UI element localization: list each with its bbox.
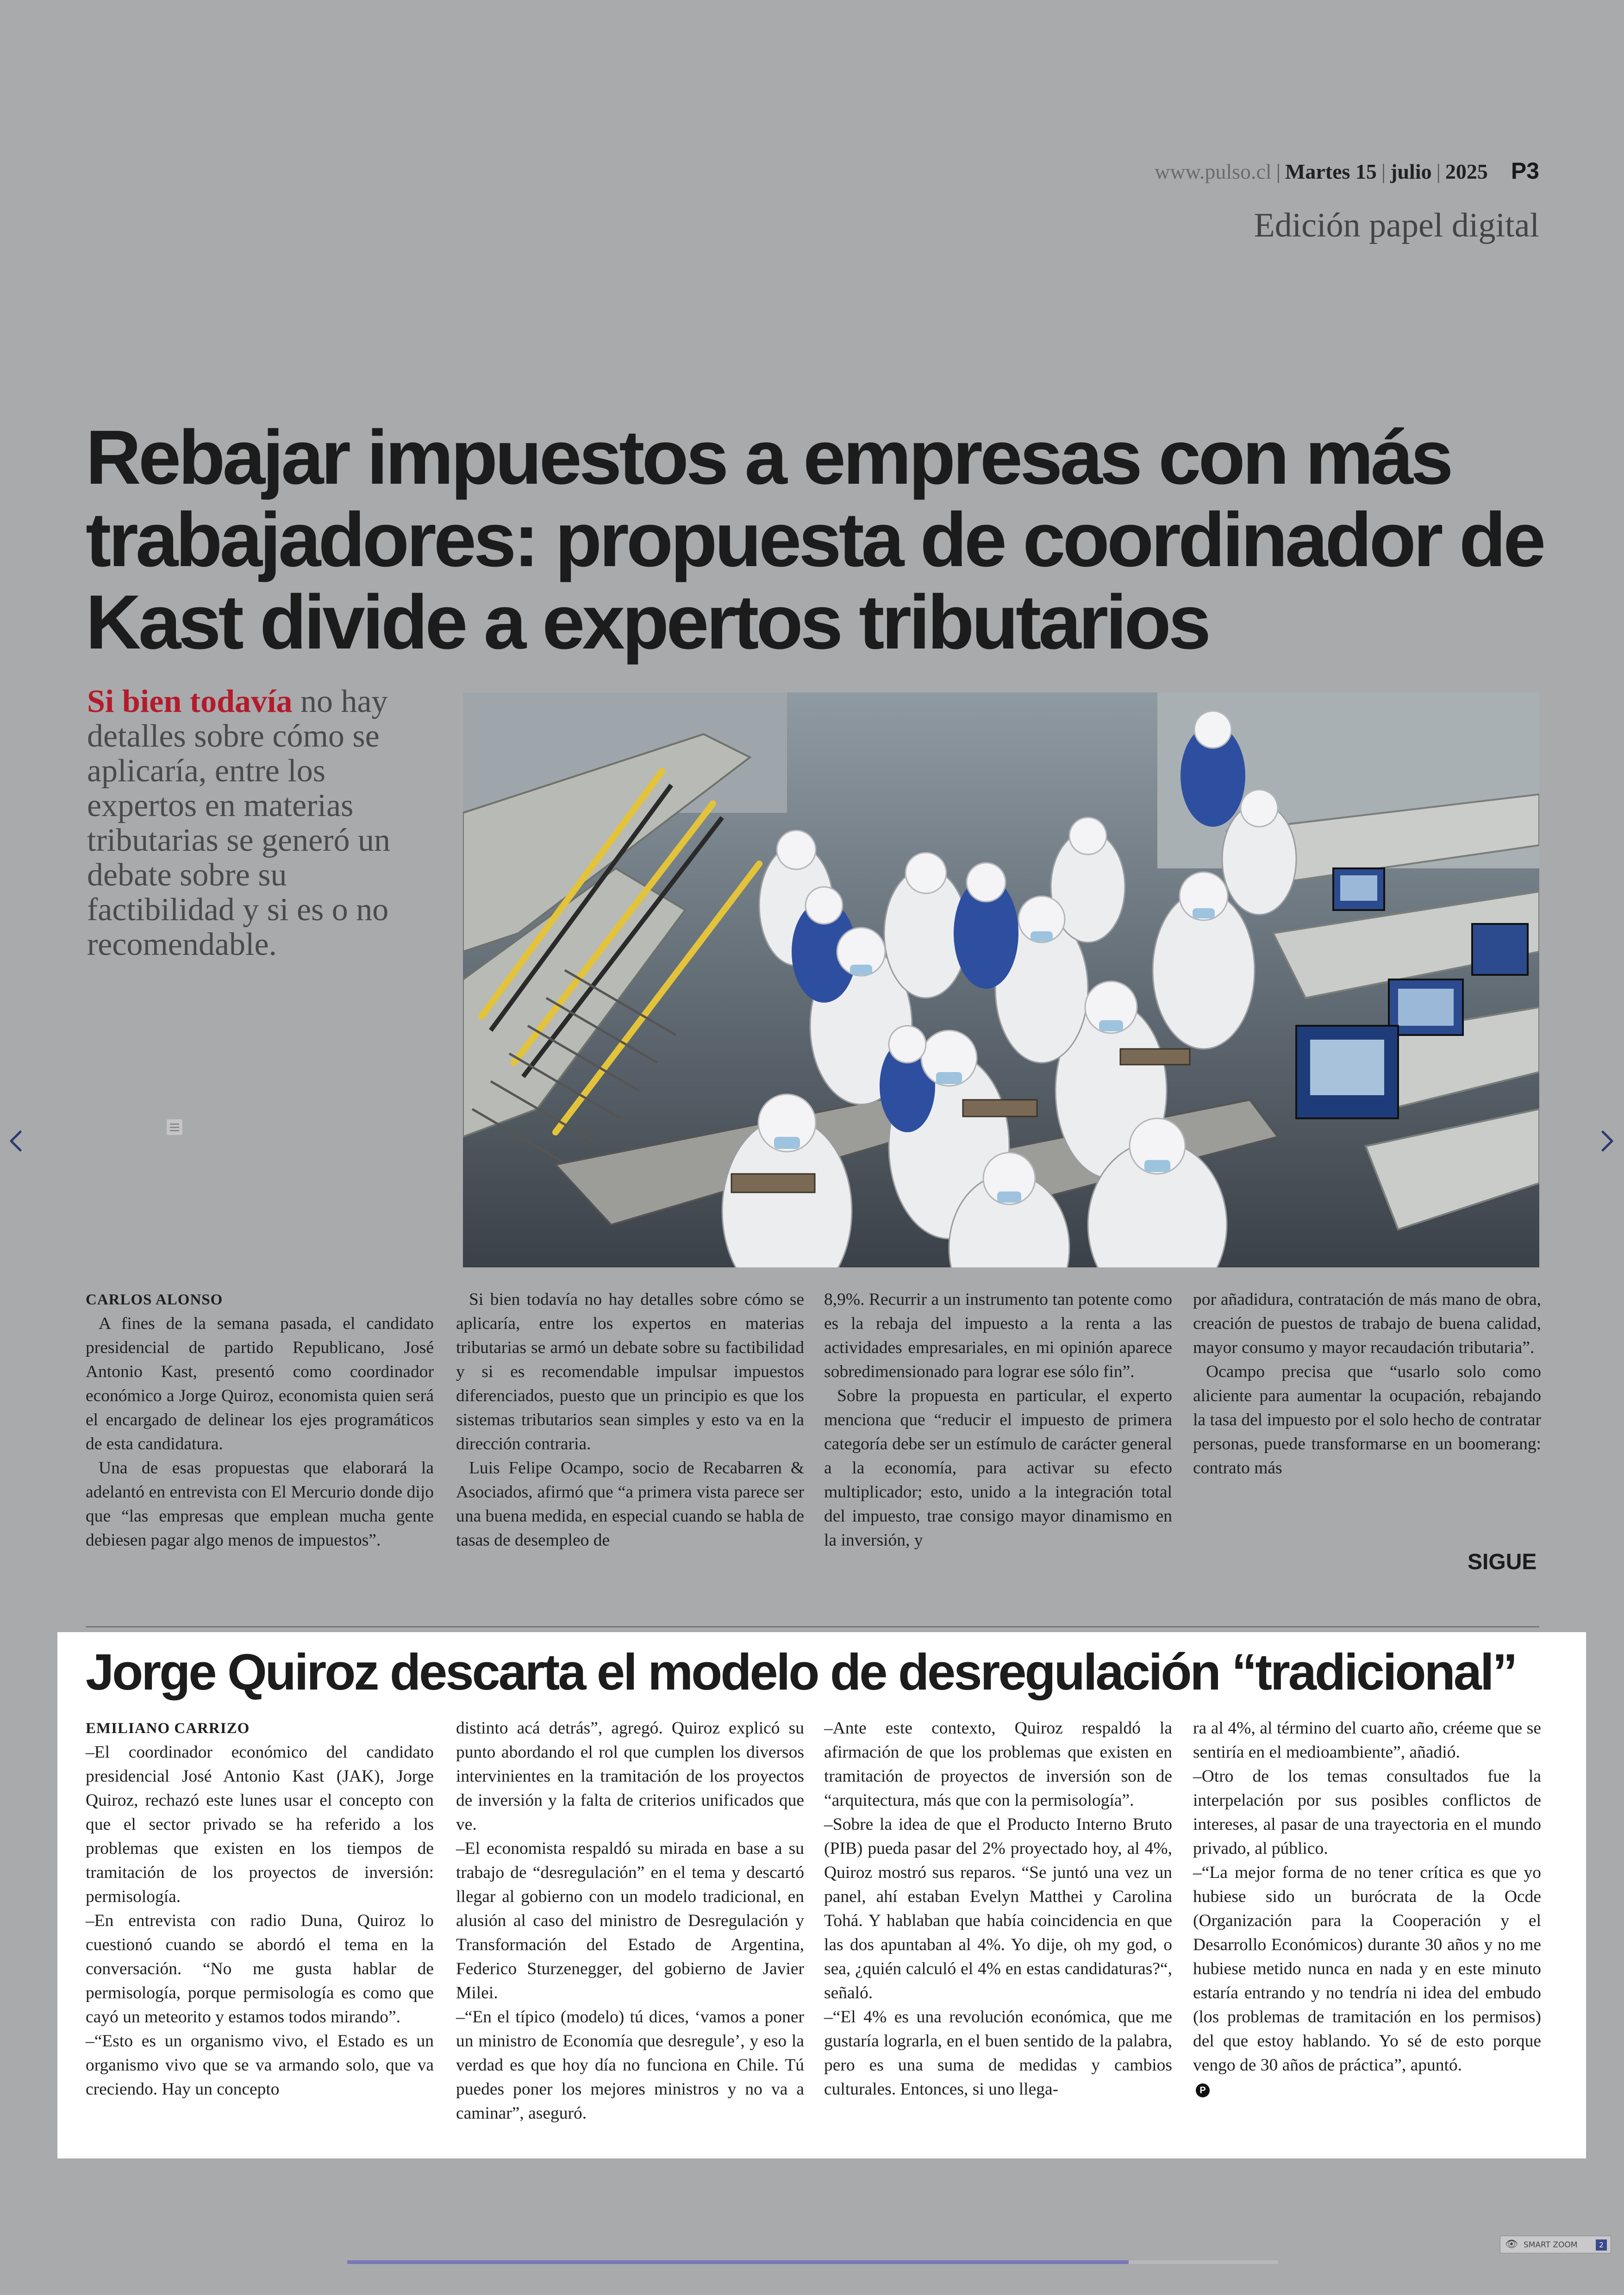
zoom-label: SMART ZOOM bbox=[1523, 2240, 1578, 2250]
eye-icon: 👁 bbox=[1505, 2239, 1518, 2250]
body-paragraph: –En entrevista con radio Duna, Quiroz lo cuestionó cuando se abordó el tema en la conversación. “No me gusta hablar de permisología, porque permisología es como que cayó un meteorito y estamos todos mirando”. bbox=[86, 1911, 434, 2027]
byline: CARLOS ALONSO bbox=[86, 1291, 223, 1308]
issue-month: julio bbox=[1390, 160, 1432, 183]
body-paragraph: –“En el típico (modelo) tú dices, ‘vamos a poner un ministro de Economía que desregule’, y eso la verdad es que hoy día no funciona en Chile. Tú puedes poner los mejores ministros y no va a caminar”, aseguró. bbox=[456, 2008, 804, 2123]
lead-text: no hay detalles sobre cómo se aplicaría, entre los expertos en materias tributarias se generó un debate sobre su factibilidad y si es o no recomendable. bbox=[87, 684, 391, 962]
note-icon[interactable] bbox=[167, 1119, 182, 1135]
body-paragraph: por añadidura, contratación de más mano de obra, creación de puestos de trabajo de buena calidad, mayor consumo y mayor recaudación tributaria”. bbox=[1193, 1290, 1541, 1357]
article-photo bbox=[463, 692, 1539, 1267]
issue-day: Martes 15 bbox=[1285, 160, 1377, 183]
end-mark-icon: P bbox=[1196, 2083, 1210, 2097]
secondary-column-4 bbox=[1193, 1716, 1541, 2102]
page-header bbox=[86, 157, 1539, 259]
body-paragraph: A fines de la semana pasada, el candidato presidencial de partido Republicano, José Antonio Kast, presentó como coordinador económico a Jorge Quiroz, economista quien será el encargado de delinear los ejes programáticos de esta candidatura. bbox=[86, 1314, 434, 1453]
secondary-column-2 bbox=[456, 1716, 804, 2126]
body-paragraph: –“La mejor forma de no tener crítica es que yo hubiese sido un burócrata de la Ocde (Organización para la Cooperación y el Desarrollo Económicos) durante 30 años y no me hubiese metido nunca en nada y en este minuto estaría entrando y no tendría ni idea del embudo (los problemas de tramitación en los permisos) del que estoy hablando. Yo sé de esto porque vengo de 30 años de práctica”, apuntó. bbox=[1193, 1863, 1541, 2075]
body-paragraph: Si bien todavía no hay detalles sobre cómo se aplicaría, entre los expertos en materias tributarias se armó un debate sobre su factibilidad y si es recomendable impulsar impuestos diferenciados, puesto que un principio es que los sistemas tributarios sean simples y esto va en la dirección contraria. bbox=[456, 1290, 804, 1453]
prev-page-button[interactable] bbox=[7, 1126, 24, 1161]
edition-label: Edición papel digital bbox=[1254, 206, 1539, 244]
body-paragraph: 8,9%. Recurrir a un instrumento tan potente como es la rebaja del impuesto a la renta a las actividades empresariales, en mi opinión aparece sobredimensionado para lograr ese sólo fin”. bbox=[824, 1290, 1172, 1381]
section-divider bbox=[86, 1626, 1539, 1628]
body-paragraph: –El coordinador económico del candidato presidencial José Antonio Kast (JAK), Jorge Quiroz, rechazó este lunes usar el concepto con que el sector privado se ha referido a los problemas que existen en los tiempos de tramitación de los proyectos de inversión: permisología. bbox=[86, 1743, 434, 1906]
site-url[interactable]: www.pulso.cl bbox=[1155, 160, 1272, 183]
body-paragraph: ra al 4%, al término del cuarto año, créeme que se sentiría en el medioambiente”, añadió. bbox=[1193, 1719, 1541, 1762]
secondary-headline: Jorge Quiroz descarta el modelo de desregulación “tradicional” bbox=[86, 1644, 1516, 1701]
continued-label[interactable]: SIGUE bbox=[1468, 1550, 1537, 1574]
article-column-2 bbox=[456, 1288, 804, 1553]
body-paragraph: Luis Felipe Ocampo, socio de Recabarren & Asociados, afirmó que “a primera vista parece ser una buena medida, en especial cuando se habla de tasas de desempleo de bbox=[456, 1459, 804, 1550]
masthead-line: www.pulso.cl | Martes 15 | julio | 2025 P3 bbox=[1155, 158, 1539, 184]
article-column-3 bbox=[824, 1288, 1172, 1553]
body-paragraph: Ocampo precisa que “usarlo solo como aliciente para aumentar la ocupación, rebajando la tasa del impuesto por el solo hecho de contratar personas, puede transformarse en un boomerang: contrato más bbox=[1193, 1362, 1541, 1478]
reading-progress-fill bbox=[347, 2260, 1129, 2264]
lead-highlight: Si bien todavía bbox=[87, 684, 293, 719]
body-paragraph: –“Esto es un organismo vivo, el Estado es un organismo vivo que se va armando solo, que va creciendo. Hay un concepto bbox=[86, 2032, 434, 2099]
article-headline: Rebajar impuestos a empresas con más trabajadores: propuesta de coordinador de Kast divide a expertos tributarios bbox=[86, 415, 1543, 665]
body-paragraph: –El economista respaldó su mirada en base a su trabajo de “desregulación” en el tema y descartó llegar al gobierno con un modelo tradicional, en alusión al caso del ministro de Desregulación y Transformación del Estado de Argentina, Federico Sturzenegger, del gobierno de Javier Milei. bbox=[456, 1839, 804, 2002]
article-column-4 bbox=[1193, 1288, 1541, 1480]
body-paragraph: –Sobre la idea de que el Producto Interno Bruto (PIB) pueda pasar del 2% proyectado hoy, al 4%, Quiroz mostró sus reparos. “Se juntó una vez un panel, ahí estaban Evelyn Matthei y Carolina Tohá. Y hablaban que había coincidencia en que las dos apuntaban al 4%. Yo dije, oh my god, o sea, ¿quién calculó el 4% en estas candidaturas?“, señaló. bbox=[824, 1815, 1172, 2002]
body-paragraph: distinto acá detrás”, agregó. Quiroz explicó su punto abordando el rol que cumplen los diversos intervinientes en la tramitación de los proyectos de inversión y la falta de criterios unificados que ve. bbox=[456, 1719, 804, 1834]
issue-year: 2025 bbox=[1445, 160, 1488, 183]
page-number: P3 bbox=[1511, 158, 1539, 184]
zoom-level-badge: 2 bbox=[1596, 2239, 1607, 2251]
body-paragraph: –Ante este contexto, Quiroz respaldó la afirmación de que los problemas que existen en tramitación de proyectos de inversión son de “arquitectura, más que con la permisología”. bbox=[824, 1719, 1172, 1810]
chevron-right-icon bbox=[1599, 1128, 1616, 1154]
smart-zoom-button[interactable] bbox=[1500, 2236, 1611, 2253]
chevron-left-icon bbox=[7, 1128, 24, 1154]
secondary-column-1 bbox=[86, 1716, 434, 2102]
secondary-column-3 bbox=[824, 1716, 1172, 2102]
body-paragraph: Sobre la propuesta en particular, el experto menciona que “reducir el impuesto de primera categoría debe ser un estímulo de carácter general a la economía, para activar su efecto multiplicador; esto, unido a la integración total del impuesto, trae consigo mayor dinamismo en la inversión, y bbox=[824, 1386, 1172, 1550]
byline: EMILIANO CARRIZO bbox=[86, 1720, 250, 1737]
body-paragraph: –“El 4% es una revolución económica, que me gustaría lograrla, en el buen sentido de la palabra, pero es una suma de medidas y cambios culturales. Entonces, si uno llega- bbox=[824, 2008, 1172, 2099]
article-column-1 bbox=[86, 1288, 434, 1553]
article-lead bbox=[87, 684, 411, 962]
body-paragraph: Una de esas propuestas que elaborará la adelantó en entrevista con El Mercurio donde dijo que “las empresas que emplean mucha gente debiesen pagar algo menos de impuestos”. bbox=[86, 1459, 434, 1550]
body-paragraph: –Otro de los temas consultados fue la interpelación por sus posibles conflictos de intereses, al pasar de una trayectoria en el mundo privado, al público. bbox=[1193, 1767, 1541, 1858]
next-page-button[interactable] bbox=[1599, 1126, 1616, 1161]
factory-workers-photo bbox=[463, 692, 1539, 1267]
